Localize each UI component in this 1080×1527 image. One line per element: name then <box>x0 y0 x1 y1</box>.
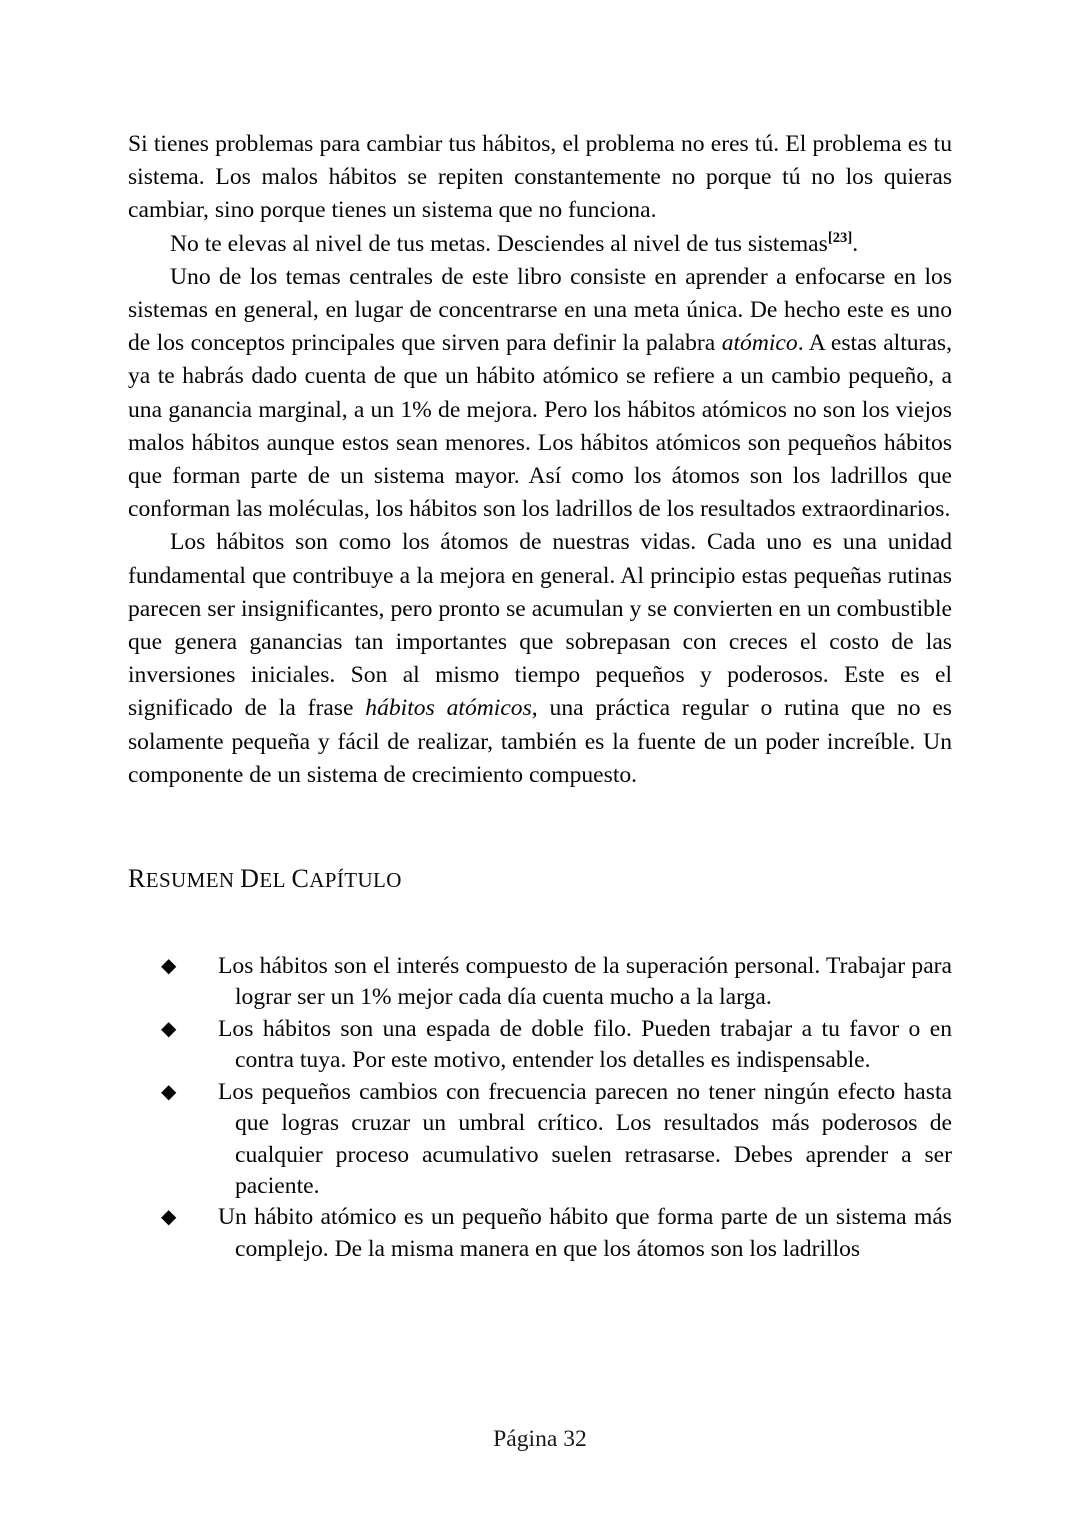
heading-word-1-rest: ESUMEN <box>145 868 235 893</box>
heading-word-1-initial: R <box>128 864 146 894</box>
paragraph-4-segment-2: , una práctica regular o rutina que no es solamente pequeña y fácil de realizar, también es la fuente de un poder increíble. Un componente de un sistema de crecimiento compuesto. <box>128 695 952 788</box>
list-item-text: Los hábitos son el interés compuesto de la superación personal. Trabajar para lograr ser un 1% mejor cada día cuenta mucho a la larga. <box>218 953 952 1011</box>
footnote-reference-23[interactable]: [23] <box>827 229 853 246</box>
diamond-bullet-icon: ◆ <box>161 1080 177 1103</box>
list-item <box>161 1077 952 1203</box>
list-item <box>161 951 952 1014</box>
paragraph-3-segment-1: Uno de los temas centrales de este libro consiste en aprender a enfocarse en los sistemas en general, en lugar de concentrarse en una meta única. De hecho este es uno de los conceptos principales que sirven para definir la palabra <box>128 263 952 357</box>
list-item-text: Los hábitos son una espada de doble filo. Pueden trabajar a tu favor o en contra tuya. Por este motivo, entender los detalles es indispensable. <box>218 1015 952 1074</box>
list-item-text: Los pequeños cambios con frecuencia parecen no tener ningún efecto hasta que logras cruzar un umbral crítico. Los resultados más poderosos de cualquier proceso acumulativo suelen retrasarse. Debes aprender a ser paciente. <box>218 1078 952 1199</box>
emphasis-atomico: atómico <box>721 330 798 357</box>
heading-word-3-rest: APÍTULO <box>309 868 402 893</box>
chapter-summary-list <box>128 951 952 1265</box>
paragraph-4-segment-1: Los hábitos son como los átomos de nuestras vidas. Cada uno es una unidad fundamental que contribuye a la mejora en general. Al principio estas pequeñas rutinas parecen ser insignificantes, pero pronto se acumulan y se convierten en un combustible que genera ganancias tan importantes que sobrepasan con creces el costo de las inversiones iniciales. Son al mismo tiempo pequeños y poderosos. Este es el significado de la frase <box>128 529 952 722</box>
page-footer <box>0 1424 1080 1454</box>
emphasis-habitos-atomicos: hábitos atómicos <box>365 695 532 722</box>
paragraph-3-segment-2: . A estas alturas, ya te habrás dado cuenta de que un hábito atómico se refiere a un cambio pequeño, a una ganancia marginal, a un 1% de mejora. Pero los hábitos atómicos no son los viejos malos hábitos aunque estos sean menores. Los hábitos atómicos son pequeños hábitos que forman parte de un sistema mayor. Así como los átomos son los ladrillos que conforman las moléculas, los hábitos son los ladrillos de los resultados extraordinarios. <box>128 330 952 523</box>
paragraph-2 <box>128 228 952 261</box>
heading-spacer-top <box>128 792 952 864</box>
heading-word-3-initial: C <box>291 864 310 894</box>
paragraph-4 <box>128 526 952 792</box>
heading-word-2-initial: D <box>240 864 260 894</box>
paragraph-1: Si tienes problemas para cambiar tus hábitos, el problema no eres tú. El problema es tu sistema. Los malos hábitos se repiten constantemente no porque tú no los quieras cambiar, sino porque tienes un sistema que no funciona. <box>128 131 952 224</box>
list-item-text: Un hábito atómico es un pequeño hábito que forma parte de un sistema más complejo. De la misma manera en que los átomos son los ladrillos <box>218 1204 952 1262</box>
diamond-bullet-icon: ◆ <box>161 1017 177 1040</box>
section-heading-resumen <box>128 864 952 895</box>
heading-word-2-rest: EL <box>259 868 286 893</box>
diamond-bullet-icon: ◆ <box>161 955 177 978</box>
list-item <box>161 1202 952 1265</box>
paragraph-3 <box>128 261 952 527</box>
page-content <box>128 128 952 1265</box>
heading-spacer-bottom <box>128 895 952 951</box>
list-item <box>161 1014 952 1077</box>
diamond-bullet-icon: ◆ <box>161 1206 177 1229</box>
page-number-label: Página 32 <box>493 1426 587 1452</box>
paragraph-2-tail: . <box>852 230 859 257</box>
paragraph-2-text: No te elevas al nivel de tus metas. Desciendes al nivel de tus sistemas <box>170 230 828 257</box>
